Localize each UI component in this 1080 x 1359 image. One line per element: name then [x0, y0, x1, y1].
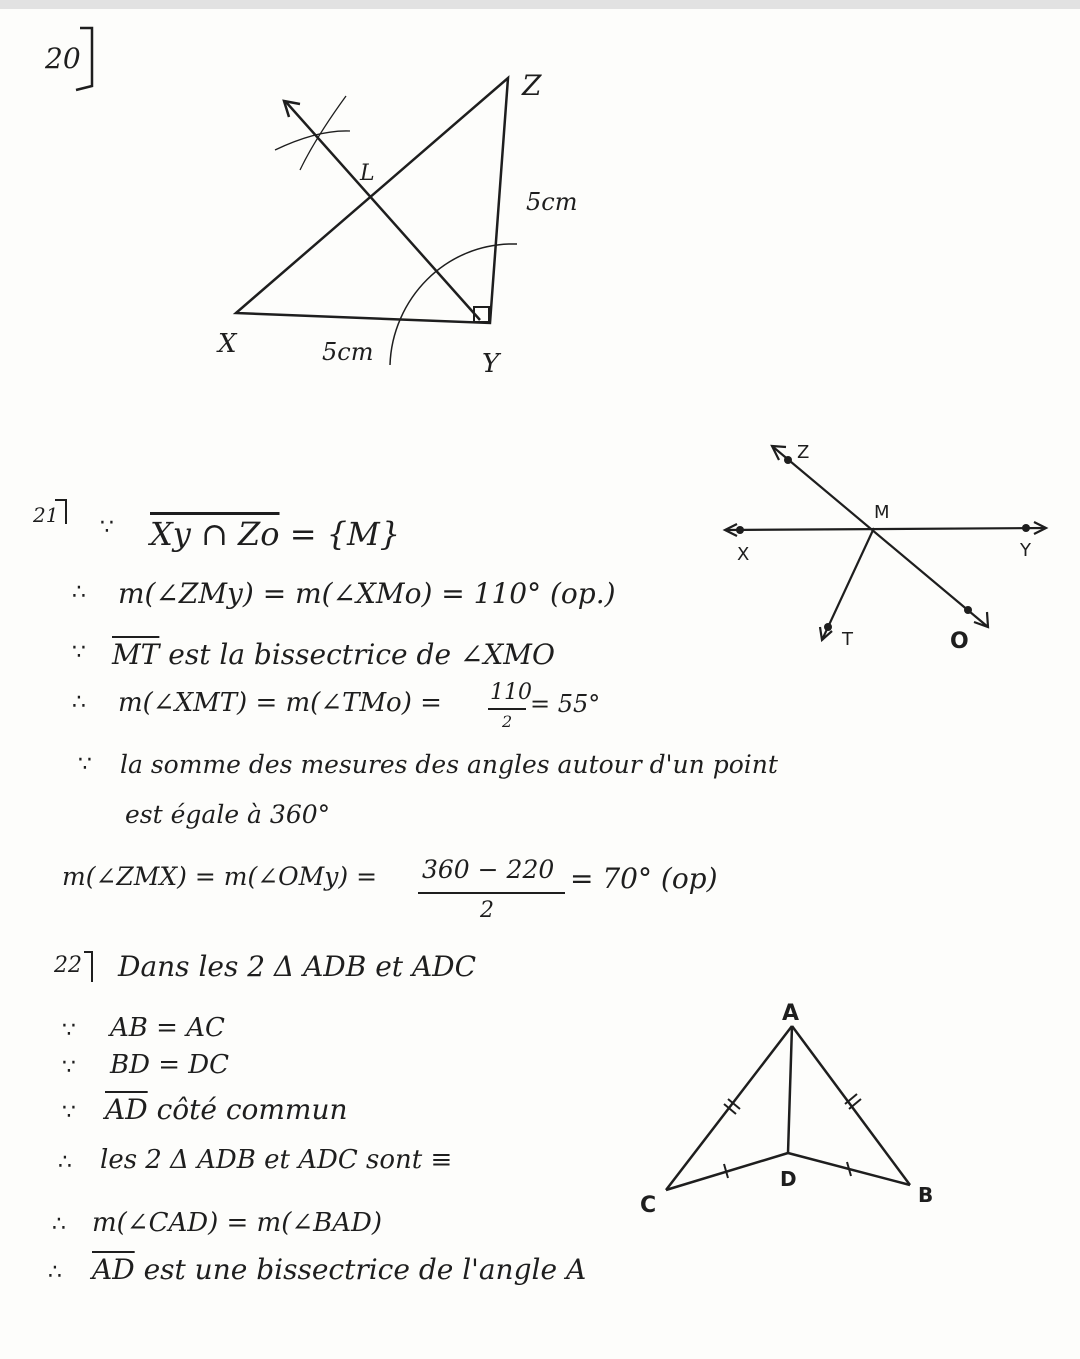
because-dots: ∵: [100, 515, 114, 540]
line-xy: [725, 528, 1046, 530]
fig22-label-d: D: [780, 1167, 797, 1191]
ex21-line3: [112, 638, 555, 671]
ex21-number: 21: [33, 503, 59, 527]
ex22-line4-text: côté commun: [156, 1093, 348, 1126]
ex21-line2: m(∠ZMy) = m(∠XMo) = 110° (op.): [118, 577, 616, 610]
fig21-label-o: O: [950, 629, 969, 654]
ex21-line4-b: = 55°: [530, 690, 601, 718]
side-yz-length: 5cm: [526, 188, 578, 216]
ex22-line7: [92, 1253, 586, 1286]
vector-mt: $\overline{MT}$: [112, 638, 160, 671]
ex21-line1-lines: [150, 515, 400, 553]
ex22-bracket: [84, 952, 92, 982]
construction-arc-main: [390, 244, 517, 365]
fig21-label-t: T: [842, 629, 853, 650]
fig21-label-z: Z: [797, 442, 810, 463]
side-xy-length: 5cm: [322, 338, 374, 366]
ex20-triangle-figure: [236, 78, 517, 365]
ex21-points: [736, 456, 1030, 631]
fig21-label-m: M: [874, 502, 890, 523]
ex22-line4: [105, 1093, 348, 1126]
ex22-line2: AB = AC: [110, 1013, 225, 1043]
ex21-line7-a: m(∠ZMX) = m(∠OMy) =: [62, 862, 378, 891]
segment-ab: [792, 1026, 910, 1185]
ex22-line3: BD = DC: [110, 1050, 230, 1080]
because-dots: ∵: [62, 1100, 76, 1125]
ex22-line6: m(∠CAD) = m(∠BAD): [92, 1208, 383, 1238]
fig22-label-a: A: [782, 1001, 800, 1026]
because-dots: ∵: [62, 1055, 76, 1080]
ray-mt: [822, 528, 874, 640]
vertex-y-label: Y: [482, 349, 500, 379]
vector-ad-2: $\overline{AD}$: [92, 1253, 135, 1286]
therefore-dots: ∴: [52, 1212, 66, 1237]
ex21-line6: est égale à 360°: [125, 800, 331, 829]
fig21-label-x: X: [737, 544, 750, 565]
ex21-line3-text: est la bissectrice de ∠XMO: [168, 638, 555, 671]
fig22-label-c: C: [640, 1193, 657, 1218]
therefore-dots: ∴: [72, 690, 86, 715]
fig21-label-y: Y: [1020, 540, 1031, 561]
ex21-line7-numerator: 360 − 220: [422, 855, 555, 884]
ex22-line1: Dans les 2 Δ ADB et ADC: [118, 950, 477, 983]
ex21-line1-result: = {M}: [289, 515, 401, 553]
ex22-number: 22: [54, 953, 82, 978]
ex20-number: 20: [45, 42, 81, 75]
ex22-triangles-figure: [666, 1026, 910, 1190]
ex22-line7-text: est une bissectrice de l'angle A: [143, 1253, 587, 1286]
ex21-line4-a: m(∠XMT) = m(∠TMo) =: [118, 688, 442, 718]
point-l-label: L: [360, 161, 375, 186]
ex21-line4-denominator: 2: [502, 712, 513, 731]
vertex-z-label: Z: [522, 69, 542, 102]
because-dots: ∵: [78, 752, 92, 777]
therefore-dots: ∴: [58, 1150, 72, 1175]
vertex-x-label: X: [218, 329, 237, 359]
ex22-line5: les 2 Δ ADB et ADC sont ≡: [100, 1145, 453, 1175]
fig22-label-b: B: [918, 1183, 934, 1207]
ex21-line1-text: Xy ∩ Zo: [150, 515, 280, 553]
vector-ad: $\overline{AD}$: [105, 1093, 148, 1126]
therefore-dots: ∴: [48, 1260, 62, 1285]
ex21-line5: la somme des mesures des angles autour d'un point: [120, 750, 778, 779]
line-zo: [772, 446, 988, 627]
because-dots: ∵: [72, 640, 86, 665]
ex21-line4-numerator: 110: [490, 680, 532, 705]
therefore-dots: ∴: [72, 580, 86, 605]
ex20-number-group: [44, 28, 92, 90]
segment-ad: [788, 1026, 792, 1153]
ex21-lines-figure: [725, 446, 1046, 640]
ex21-line7-b: = 70° (op): [570, 862, 718, 895]
ex21-line7-denominator: 2: [480, 898, 494, 923]
because-dots: ∵: [62, 1018, 76, 1043]
